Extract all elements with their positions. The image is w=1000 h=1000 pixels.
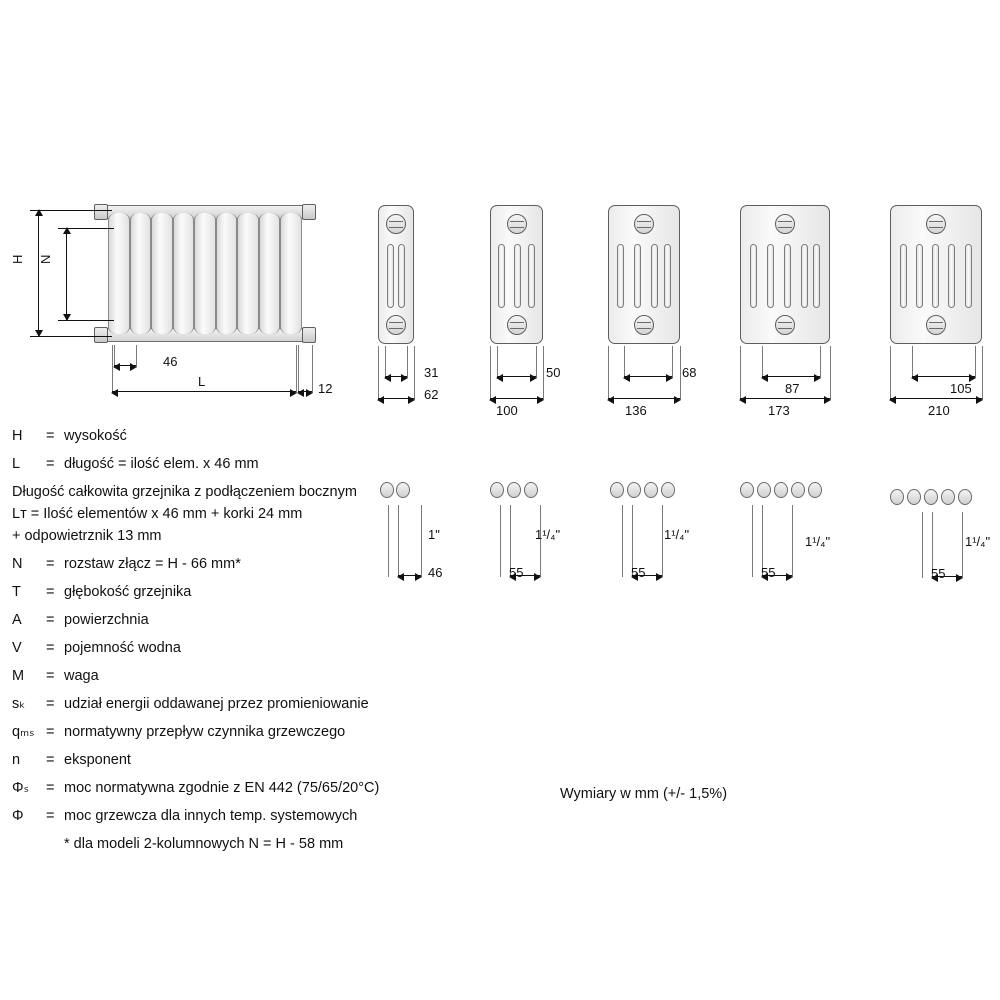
legend-note-line xyxy=(12,484,482,501)
legend-description: waga xyxy=(64,668,99,684)
section-tube xyxy=(498,244,505,308)
legend-description: rozstaw złącz = H - 66 mm* xyxy=(64,556,241,572)
section-tube xyxy=(813,244,820,308)
main-radiator-elevation xyxy=(100,205,310,342)
pitch-dim-line xyxy=(114,365,136,366)
radiator-element xyxy=(194,213,216,334)
plan-pipe xyxy=(524,482,538,498)
legend-symbol: A xyxy=(12,612,22,628)
legend-row xyxy=(12,584,482,601)
section-tube xyxy=(651,244,658,308)
section-tube xyxy=(664,244,671,308)
s5-inner-dim-label: 105 xyxy=(950,381,972,396)
section-tube xyxy=(514,244,521,308)
section-plug-top-icon xyxy=(507,214,527,234)
legend-symbol: V xyxy=(12,640,22,656)
legend-row xyxy=(12,428,482,445)
plan-pipe xyxy=(924,489,938,505)
plan-view-4-column xyxy=(608,480,682,502)
p3-thread-label: 1¹/₄" xyxy=(664,527,690,542)
s2-inner-dim-line xyxy=(497,376,536,377)
n-dim-line xyxy=(66,228,67,320)
legend-symbol: Φₛ xyxy=(12,780,29,796)
pitch-dim-label: 46 xyxy=(163,354,178,369)
plug-dim-line xyxy=(298,391,312,392)
radiator-element xyxy=(216,213,238,334)
s1-ext-c xyxy=(378,346,379,400)
section-plug-bottom-icon xyxy=(386,315,406,335)
legend-symbol: M xyxy=(12,668,25,684)
legend-row xyxy=(12,456,482,473)
h-dim-line xyxy=(38,210,39,336)
n-ext-top xyxy=(58,228,114,229)
plan-pipe xyxy=(740,482,754,498)
section-tube xyxy=(932,244,939,308)
s4-ext-d xyxy=(830,346,831,400)
radiator-element xyxy=(130,213,152,334)
legend-description: głębokość grzejnika xyxy=(64,584,192,600)
legend-total-length-vent: + odpowietrznik 13 mm xyxy=(12,528,162,544)
s3-total-dim-label: 136 xyxy=(625,403,647,418)
legend-row xyxy=(12,668,482,685)
legend-symbol: n xyxy=(12,752,21,768)
section-tube xyxy=(801,244,808,308)
legend-total-length-formula: Lᴛ = Ilość elementów x 46 mm + korki 24 mm xyxy=(12,506,303,522)
legend-equals: = xyxy=(46,612,55,628)
s1-inner-dim-line xyxy=(385,376,407,377)
section-tube xyxy=(900,244,907,308)
legend-description: powierzchnia xyxy=(64,612,149,628)
s1-ext-d xyxy=(414,346,415,400)
p2-thread-label: 1¹/₄" xyxy=(535,527,561,542)
plan-pipe xyxy=(774,482,788,498)
p4-thread-label: 1¹/₄" xyxy=(805,534,831,549)
section-tube xyxy=(528,244,535,308)
plug-top-left xyxy=(94,204,108,220)
legend-symbol: L xyxy=(12,456,21,472)
p3-ext-c xyxy=(662,505,663,577)
radiator-element xyxy=(259,213,281,334)
s1-inner-dim-label: 31 xyxy=(424,365,439,380)
plan-pipe xyxy=(507,482,521,498)
section-tube xyxy=(948,244,955,308)
p3-ext-a xyxy=(622,505,623,577)
legend-symbol: T xyxy=(12,584,21,600)
h-ext-top xyxy=(30,210,112,211)
section-tube xyxy=(398,244,405,308)
legend-symbol: H xyxy=(12,428,23,444)
s4-total-dim-label: 173 xyxy=(768,403,790,418)
s2-inner-dim-label: 50 xyxy=(546,365,561,380)
plan-pipe xyxy=(490,482,504,498)
s3-inner-dim-label: 68 xyxy=(682,365,697,380)
s4-total-dim-line xyxy=(740,398,830,399)
radiator-element xyxy=(108,213,130,334)
legend-description: normatywny przepływ czynnika grzewczego xyxy=(64,724,346,740)
n-dim-label: N xyxy=(38,254,53,264)
plan-pipe xyxy=(907,489,921,505)
l-ext-left xyxy=(112,345,113,393)
p1-dim-label: 46 xyxy=(428,565,443,580)
legend-description: udział energii oddawanej przez promieniowanie xyxy=(64,696,369,712)
section-tube xyxy=(767,244,774,308)
plan-pipe xyxy=(791,482,805,498)
legend-note-line xyxy=(12,528,482,545)
p1-thread-label: 1" xyxy=(428,527,440,542)
radiator-element xyxy=(280,213,302,334)
s1-total-dim-label: 62 xyxy=(424,387,439,402)
legend-description: długość = ilość elem. x 46 mm xyxy=(64,456,259,472)
plan-pipe xyxy=(627,482,641,498)
plan-pipe xyxy=(890,489,904,505)
legend-total-length-title: Długość całkowita grzejnika z podłączeniem bocznym xyxy=(12,484,357,500)
units-footnote: Wymiary w mm (+/- 1,5%) xyxy=(560,786,728,802)
p4-ext-a xyxy=(752,505,753,577)
h-dim-label: H xyxy=(10,254,25,264)
l-dim-line xyxy=(112,391,296,392)
radiator-element xyxy=(237,213,259,334)
plan-pipe xyxy=(661,482,675,498)
section-tube xyxy=(784,244,791,308)
section-4-column xyxy=(608,205,680,344)
legend-equals: = xyxy=(46,780,55,796)
legend-symbol: qₘₛ xyxy=(12,724,35,740)
s5-ext-d xyxy=(982,346,983,400)
legend-row xyxy=(12,808,482,825)
legend-symbol: N xyxy=(12,556,23,572)
legend-equals: = xyxy=(46,696,55,712)
legend-row xyxy=(12,640,482,657)
legend-description: eksponent xyxy=(64,752,131,768)
section-plug-top-icon xyxy=(634,214,654,234)
section-2-column xyxy=(378,205,414,344)
p5-thread-label: 1¹/₄" xyxy=(965,534,991,549)
section-tube xyxy=(617,244,624,308)
p4-ext-c xyxy=(792,505,793,577)
legend-row xyxy=(12,612,482,629)
section-tube xyxy=(634,244,641,308)
s2-total-dim-label: 100 xyxy=(496,403,518,418)
section-plug-bottom-icon xyxy=(926,315,946,335)
s5-ext-c xyxy=(890,346,891,400)
radiator-element xyxy=(151,213,173,334)
s2-ext-c xyxy=(490,346,491,400)
p3-dim-label: 55 xyxy=(631,565,646,580)
legend-symbol: Φ xyxy=(12,808,24,824)
plan-pipe xyxy=(757,482,771,498)
section-tube xyxy=(965,244,972,308)
legend-equals: = xyxy=(46,808,55,824)
plan-view-5-column xyxy=(738,480,830,502)
s2-ext-d xyxy=(543,346,544,400)
s3-ext-d xyxy=(680,346,681,400)
section-plug-top-icon xyxy=(926,214,946,234)
plan-pipe xyxy=(808,482,822,498)
legend-row xyxy=(12,752,482,769)
p5-dim-label: 55 xyxy=(931,566,946,581)
plug-bottom-left xyxy=(94,327,108,343)
legend-equals: = xyxy=(46,724,55,740)
legend-equals: = xyxy=(46,640,55,656)
s4-inner-dim-label: 87 xyxy=(785,381,800,396)
section-plug-bottom-icon xyxy=(775,315,795,335)
p4-dim-label: 55 xyxy=(761,565,776,580)
n-ext-bottom xyxy=(58,320,114,321)
p2-dim-label: 55 xyxy=(509,565,524,580)
p2-ext-a xyxy=(500,505,501,577)
legend-description: pojemność wodna xyxy=(64,640,181,656)
legend-symbol: sₖ xyxy=(12,696,26,712)
h-ext-bottom xyxy=(30,336,112,337)
p5-ext-c xyxy=(962,512,963,578)
legend-equals: = xyxy=(46,428,55,444)
section-3-column xyxy=(490,205,543,344)
plug-bottom-right xyxy=(302,327,316,343)
plan-pipe xyxy=(941,489,955,505)
section-plug-bottom-icon xyxy=(507,315,527,335)
section-tube xyxy=(750,244,757,308)
legend-note-line xyxy=(12,506,482,523)
legend-row xyxy=(12,556,482,573)
plug-dim-label: 12 xyxy=(318,381,333,396)
section-tube xyxy=(387,244,394,308)
plan-pipe xyxy=(610,482,624,498)
section-plug-bottom-icon xyxy=(634,315,654,335)
section-tube xyxy=(916,244,923,308)
legend-row xyxy=(12,696,482,713)
legend xyxy=(12,428,482,864)
s4-inner-dim-line xyxy=(762,376,820,377)
legend-equals: = xyxy=(46,668,55,684)
s3-total-dim-line xyxy=(608,398,680,399)
section-5-column xyxy=(740,205,830,344)
plug-ext-left xyxy=(298,345,299,393)
s3-ext-c xyxy=(608,346,609,400)
s5-total-dim-line xyxy=(890,398,982,399)
legend-row xyxy=(12,724,482,741)
l-dim-label: L xyxy=(198,374,206,389)
s4-ext-c xyxy=(740,346,741,400)
s2-total-dim-line xyxy=(490,398,543,399)
legend-footnote-star: * dla modeli 2-kolumnowych N = H - 58 mm xyxy=(64,836,344,852)
p5-ext-a xyxy=(922,512,923,578)
s5-inner-dim-line xyxy=(912,376,975,377)
s3-inner-dim-line xyxy=(624,376,672,377)
plan-view-3-column xyxy=(488,480,544,502)
plan-view-6-column xyxy=(888,487,980,509)
radiator-element xyxy=(173,213,195,334)
plan-pipe xyxy=(958,489,972,505)
legend-equals: = xyxy=(46,456,55,472)
s1-total-dim-line xyxy=(378,398,414,399)
plug-ext-right xyxy=(312,345,313,393)
section-plug-top-icon xyxy=(775,214,795,234)
section-plug-top-icon xyxy=(386,214,406,234)
legend-row xyxy=(12,780,482,797)
s5-total-dim-label: 210 xyxy=(928,403,950,418)
l-ext-right xyxy=(296,345,297,393)
legend-equals: = xyxy=(46,752,55,768)
legend-description: moc normatywna zgodnie z EN 442 (75/65/20°C) xyxy=(64,780,380,796)
plug-top-right xyxy=(302,204,316,220)
legend-description: wysokość xyxy=(64,428,127,444)
legend-equals: = xyxy=(46,584,55,600)
section-6-column xyxy=(890,205,982,344)
radiator-elements xyxy=(108,213,302,334)
legend-equals: = xyxy=(46,556,55,572)
legend-description: moc grzewcza dla innych temp. systemowych xyxy=(64,808,358,824)
legend-footnote-row xyxy=(12,836,482,853)
plan-pipe xyxy=(644,482,658,498)
